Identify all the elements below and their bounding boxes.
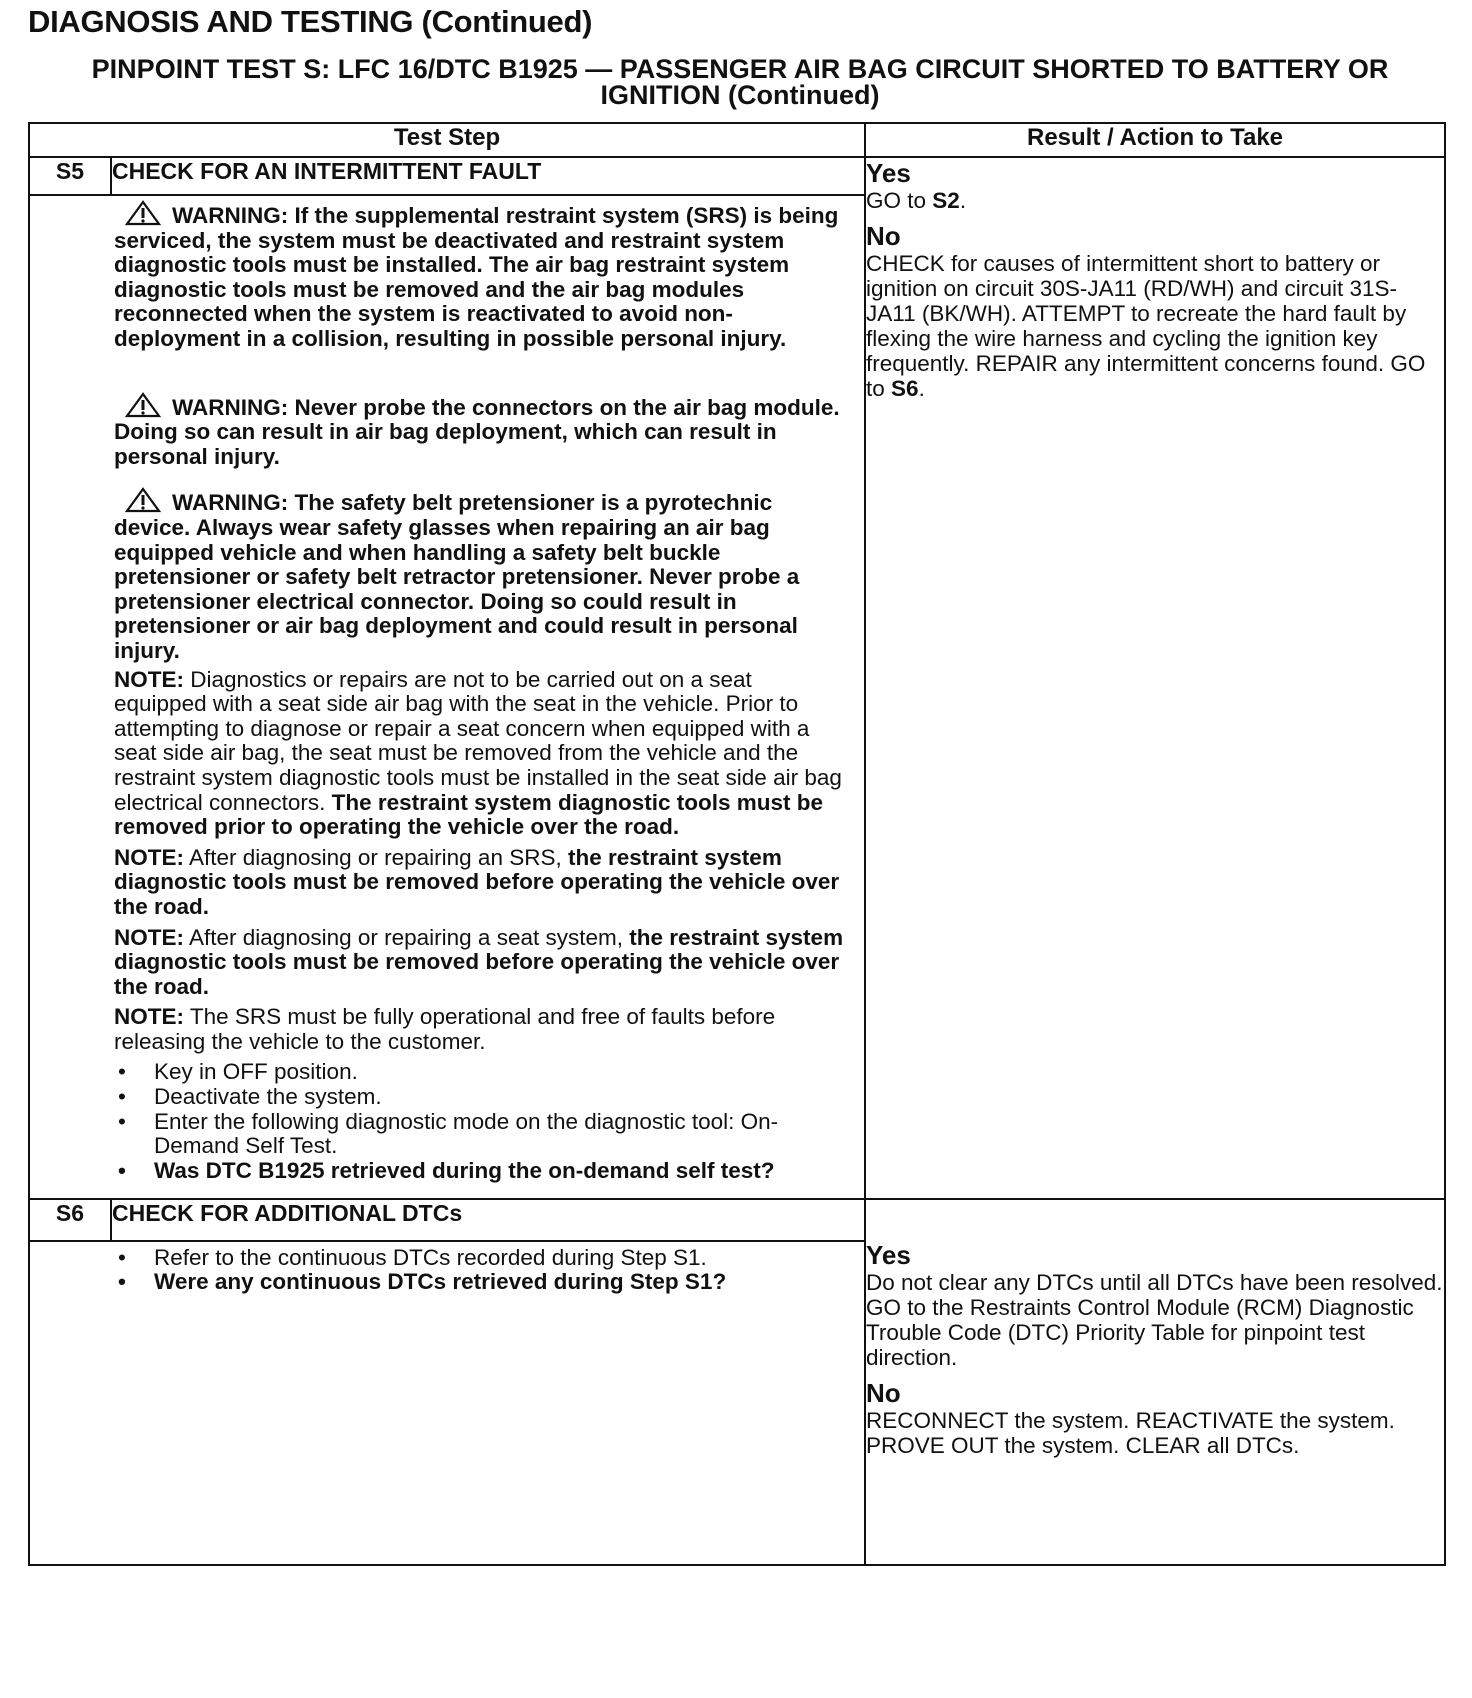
- warning-2: WARNING: Never probe the connectors on the air bag module. Doing so can result in air bag deployment, which can result in personal injury.: [114, 392, 850, 470]
- pinpoint-test-title: PINPOINT TEST S: LFC 16/DTC B1925 — PASSENGER AIR BAG CIRCUIT SHORTED TO BATTERY OR IGNITION (Continued): [91, 54, 1389, 110]
- warning-3: WARNING: The safety belt pretensioner is a pyrotechnic device. Always wear safety glasses when repairing an air bag equipped vehicle and when handling a safety belt buckle pretensioner or safety belt retractor pretensioner. Never probe a pretensioner electrical connector. Doing so could result in pretensioner or air bag deployment and could result in personal injury.: [114, 487, 850, 663]
- note-2: NOTE: After diagnosing or repairing an SRS, the restraint system diagnostic tools must be removed before operating the vehicle over the road.: [114, 844, 840, 919]
- list-item: • Enter the following diagnostic mode on the diagnostic tool: On-Demand Self Test.: [114, 1110, 850, 1159]
- note-4: NOTE: The SRS must be fully operational and free of faults before releasing the vehicle to the customer.: [114, 1004, 776, 1054]
- result-cell-s6: [865, 1199, 1445, 1565]
- note-1: NOTE: Diagnostics or repairs are not to be carried out on a seat equipped with a seat side air bag with the seat in the vehicle. Prior to attempting to diagnose or repair a seat concern when equipped with a seat side air bag, the seat must be removed from the vehicle and the restraint system diagnostic tools must be installed in the seat side air bag electrical connectors. The restraint system diagnostic tools must be removed prior to operating the vehicle over the road.: [114, 666, 842, 840]
- column-header-test-step: Test Step: [29, 123, 865, 157]
- step-title-s6: CHECK FOR ADDITIONAL DTCs: [111, 1199, 865, 1241]
- s5-action-list: [114, 1060, 850, 1183]
- step-s5-header-row: [29, 157, 1445, 195]
- step-id-s6: S6: [29, 1199, 111, 1241]
- step-body-s6: [29, 1241, 865, 1565]
- s5-yes-step-ref: S2: [932, 188, 960, 213]
- s5-no-action: CHECK for causes of intermittent short to battery or ignition on circuit 30S-JA11 (RD/WH) and circuit 31S-JA11 (BK/WH). ATTEMPT to recreate the hard fault by flexing the wire harness and cycling the ignition key frequently. REPAIR any intermittent concerns found. GO to S6.: [866, 251, 1426, 401]
- column-header-result: Result / Action to Take: [865, 123, 1445, 157]
- step-body-s5: [29, 195, 865, 1199]
- s5-no-label: No: [866, 221, 901, 251]
- warning-triangle-icon: [124, 487, 162, 513]
- page-title: DIAGNOSIS AND TESTING (Continued): [28, 4, 593, 39]
- step-s6-header-row: [29, 1199, 1445, 1241]
- s6-question: • Were any continuous DTCs retrieved during Step S1?: [114, 1270, 864, 1295]
- warning-triangle-icon: [124, 200, 162, 226]
- s6-no-label: No: [866, 1378, 901, 1408]
- note-3: NOTE: After diagnosing or repairing a seat system, the restraint system diagnostic tools must be removed before operating the vehicle over the road.: [114, 924, 844, 999]
- s6-yes-label: Yes: [866, 1240, 911, 1270]
- warning-triangle-icon: [124, 392, 162, 418]
- list-item: • Key in OFF position.: [114, 1060, 850, 1085]
- s5-yes-label: Yes: [866, 158, 911, 188]
- step-title-s5: CHECK FOR AN INTERMITTENT FAULT: [111, 157, 865, 195]
- list-item: • Deactivate the system.: [114, 1085, 850, 1110]
- table-header-row: [29, 123, 1445, 157]
- s5-yes-action: GO to S2.: [866, 188, 967, 213]
- step-id-s5: S5: [29, 157, 111, 195]
- s5-question: • Was DTC B1925 retrieved during the on-demand self test?: [114, 1159, 850, 1184]
- warning-1: WARNING: If the supplemental restraint system (SRS) is being serviced, the system must be deactivated and restraint system diagnostic tools must be installed. The air bag restraint system diagnostic tools must be removed and the air bag modules reconnected when the system is reactivated to avoid non-deployment in a collision, resulting in possible personal injury.: [114, 200, 850, 352]
- pinpoint-test-table: [28, 122, 1446, 1566]
- s6-action-list: [114, 1246, 864, 1295]
- list-item: • Refer to the continuous DTCs recorded during Step S1.: [114, 1246, 864, 1271]
- s6-yes-action: Do not clear any DTCs until all DTCs have been resolved. GO to the Restraints Control Module (RCM) Diagnostic Trouble Code (DTC) Priority Table for pinpoint test direction.: [866, 1270, 1443, 1370]
- result-cell-s5: [865, 157, 1445, 1199]
- s6-no-action: RECONNECT the system. REACTIVATE the system. PROVE OUT the system. CLEAR all DTCs.: [866, 1408, 1395, 1458]
- s5-no-step-ref: S6: [891, 376, 919, 401]
